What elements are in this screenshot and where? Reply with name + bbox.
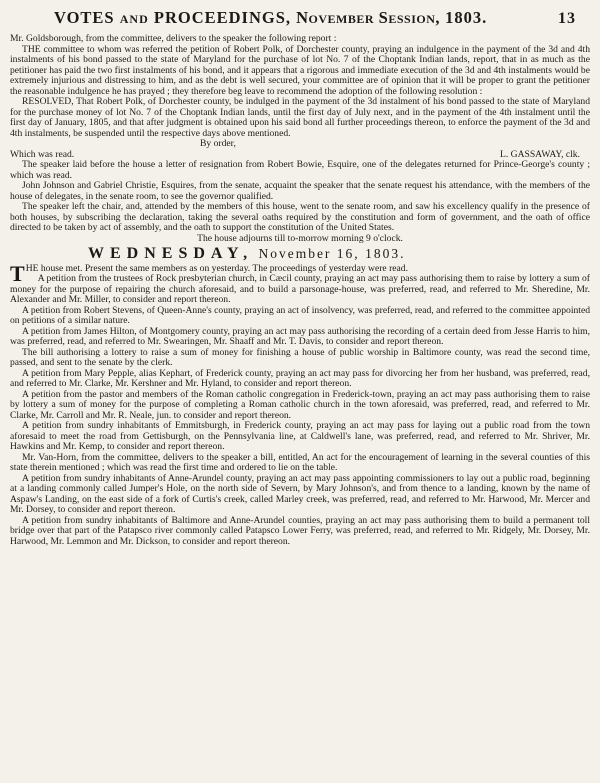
paragraph-patapsco-bridge: A petition from sundry inhabitants of Baltimore and Anne-Arundel counties, praying an act may pass authorising them to build a permanent toll bridge over that part of the Patapsco river commonly called Patapsco Lower Ferry, was preferred, read, and referred to Mr. Ridgely, Mr. Dorsey, Mr. Harwood, Mr. Lemmon and Mr. Dickson, to consider and report thereon. xyxy=(10,514,590,547)
day-date: November 16, xyxy=(258,246,360,261)
paragraph-pepple-divorce: A petition from Mary Pepple, alias Kephart, of Frederick county, praying an act may pass for divorcing her from her husband, was preferred, read, and referred to Mr. Clarke, Mr. Kershner and Mr. Hyland, to consider and report thereon. xyxy=(10,367,590,389)
by-order-text: By order, xyxy=(200,138,236,149)
title-and: AND xyxy=(119,12,149,26)
page-header xyxy=(10,8,590,34)
which-was-read-text: Which was read. xyxy=(10,148,75,160)
paragraph-stevens-insolvency: A petition from Robert Stevens, of Queen-Anne's county, praying an act of insolvency, was preferred, read, and referred to the committee appointed on petitions of a similar nature. xyxy=(10,304,590,326)
house-met-text: HE house met. Present the same members as on yesterday. The proceedings of yesterday were read. xyxy=(25,262,408,274)
signature-block xyxy=(10,139,590,150)
day-year: 1803. xyxy=(365,246,406,261)
paragraph-report-intro: Mr. Goldsborough, from the committee, delivers to the speaker the following report : xyxy=(10,33,337,44)
paragraph-anne-arundel-road: A petition from sundry inhabitants of Anne-Arundel county, praying an act may pass appointing commissioners to lay out a public road, beginning at a landing commonly called Jumper's Hole, on the north side of Severn, by Mary Johnson's, and from thence to a landing, known by the name of Aspaw's Landing, on the east side of a fork of Curtis's creek, called Marley creek, was preferred, read, and referred to Mr. Harwood, Mr. Mercer and Mr. Dorsey, to consider and report thereon. xyxy=(10,472,590,515)
paragraph-roman-catholic: A petition from the pastor and members of the Roman catholic congregation in Frederick-town, praying an act may pass authorising them to raise by lottery a sum of money for the purpose of completing a Roman catholic church in the town aforesaid, was preferred, read, and referred to Mr. Clarke, Mr. Carroll and Mr. R. Neale, jun. to consider and report thereon. xyxy=(10,388,590,421)
page-body xyxy=(10,34,590,547)
paragraph-rock-church: A petition from the trustees of Rock presbyterian church, in Cæcil county, praying an act may pass authorising them to raise by lottery a sum of money for the purpose of repairing the church aforesaid, and to build a parsonage-house, was preferred, read, and referred to Mr. Sheredine, Mr. Alexander and Mr. Miller, to consider and report thereon. xyxy=(10,273,590,305)
paragraph-hilton-deed: A petition from James Hilton, of Montgomery county, praying an act may pass authorising the recording of a certain deed from Jesse Harris to him, was preferred, read, and referred to Mr. Swearingen, Mr. Shaaff and Mr. T. Davis, to consider and report thereon. xyxy=(10,325,590,347)
adjournment-line: The house adjourns till to-morrow morning 9 o'clock. xyxy=(197,232,403,244)
running-title xyxy=(54,8,487,28)
title-session: November Session, xyxy=(296,8,441,27)
paragraph-emmitsburgh-road: A petition from sundry inhabitants of Emmitsburgh, in Frederick county, praying an act may pass for laying out a public road from the town aforesaid to meet the road from Gettisburgh, on the Pennsylvania line, at Caldwell's lane, was preferred, read, and referred to Mr. Shriver, Mr. Hawkins and Mr. Kemp, to consider and report thereon. xyxy=(10,420,590,452)
paragraph-governor-qualified: The speaker left the chair, and, attended by the members of this house, went to the senate room, and saw his excellency qualify in the presence of both houses, by subscribing the declaration, taking the several oaths required by the constitution and form of government, and the oath of office directed to be taken by act of assembly, and the oath to support the constitution of the United States. xyxy=(10,201,590,233)
paragraph-baltimore-lottery-bill: The bill authorising a lottery to raise a sum of money for finishing a house of public worship in Baltimore county, was read the second time, passed, and sent to the senate by the clerk. xyxy=(10,346,590,368)
page-number: 13 xyxy=(558,10,576,27)
paragraph-resolution: RESOLVED, That Robert Polk, of Dorchester county, be indulged in the payment of the 3d instalment of his bond passed to the state of Maryland for the purchase money of lot No. 7 of the Choptank Indian lands, until the first day of July next, and in the payment of the 4th instalment until the first day of January, 1805, and that after judgment is obtained upon his said bond all further proceedings thereon, to enforce the payment of the 3d and 4th instalments, be suspended until the respective days above mentioned. xyxy=(10,96,590,139)
title-year: 1803. xyxy=(445,8,488,27)
title-votes: VOTES xyxy=(54,8,115,27)
paragraph-committee-report: THE committee to whom was referred the petition of Robert Polk, of Dorchester county, praying an indulgence in the payment of the 3d and 4th instalments of his bond passed to the state of Maryland for the purchase of lot No. 7 of the Choptank Indian lands, report, that in as much as the petitioner has paid the two first instalments of his bond, and it appears that a rigorous and immediate execution of the 3d and 4th instalments would be extremely injurious and distressing to him, and as the debt is well secured, your committee are of opinion that it will be proper to grant the petitioner the reasonable indulgence he has prayed ; they therefore beg leave to recommend the adoption of the following resolution : xyxy=(10,43,590,97)
paragraph-learning-bill: Mr. Van-Horn, from the committee, delivers to the speaker a bill, entitled, An act for the encouragement of learning in the several counties of this state therein mentioned ; which was read the first time and ordered to lie on the table. xyxy=(10,451,590,473)
day-name: WEDNESDAY, xyxy=(88,245,254,262)
day-heading xyxy=(88,245,590,262)
clerk-signature: L. GASSAWAY, clk. xyxy=(500,148,580,160)
paragraph-resignation: The speaker laid before the house a letter of resignation from Robert Bowie, Esquire, one of the delegates returned for Prince-George's county ; which was read. xyxy=(10,159,590,181)
title-proceedings: PROCEEDINGS, xyxy=(153,8,292,27)
paragraph-senate-message: John Johnson and Gabriel Christie, Esquires, from the senate, acquaint the speaker that the senate request his attendance, with the members of the house of delegates, in the senate room, to see the governor qualified. xyxy=(10,180,590,202)
drop-cap: T xyxy=(10,260,25,286)
